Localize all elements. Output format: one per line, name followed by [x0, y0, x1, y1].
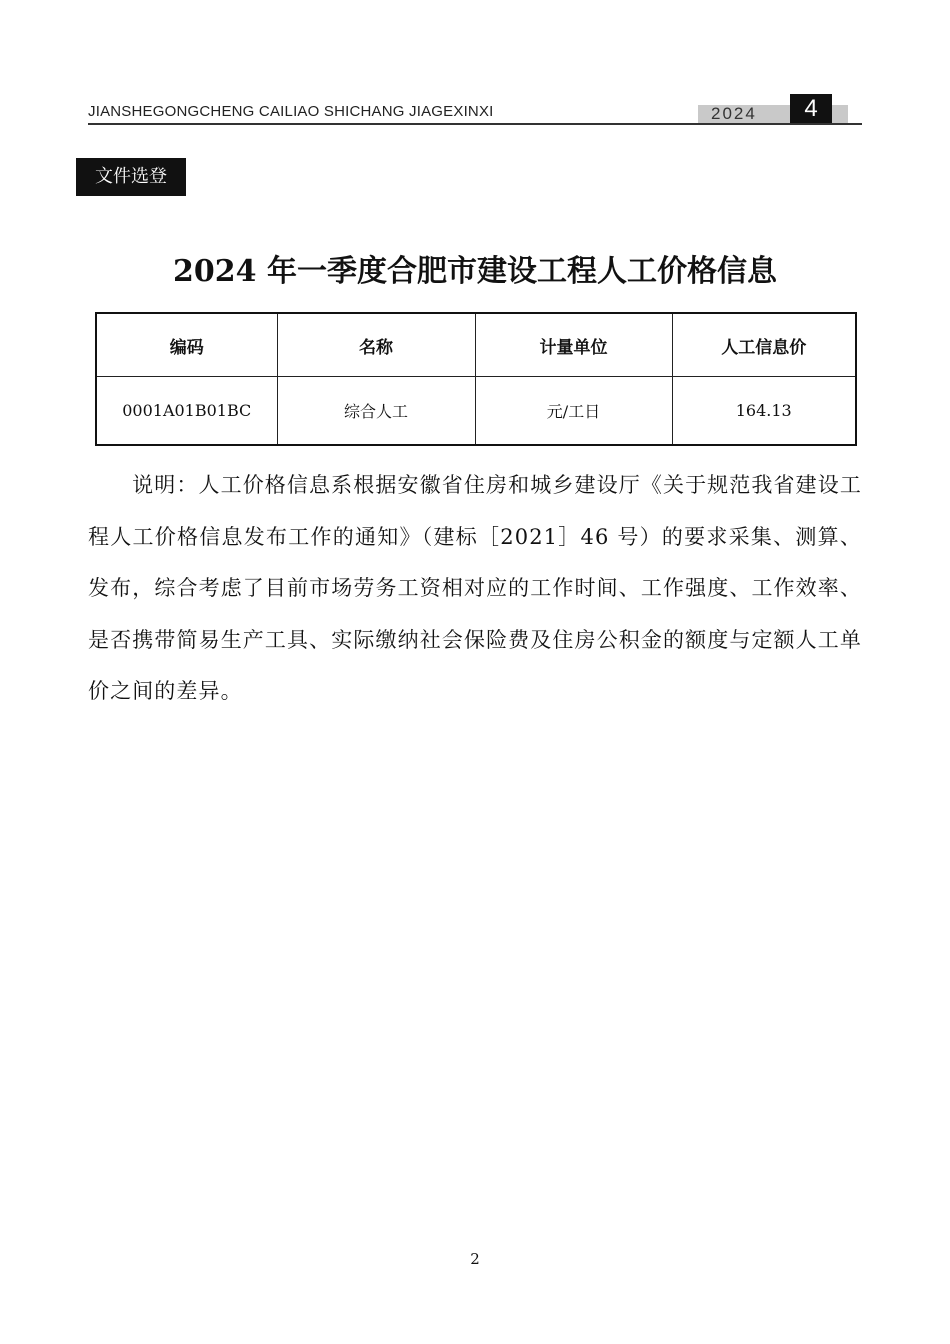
table-header-row: [96, 313, 856, 377]
running-title: JIANSHEGONGCHENG CAILIAO SHICHANG JIAGEXINXI: [88, 103, 494, 120]
explanation-paragraph: 说明：人工价格信息系根据安徽省住房和城乡建设厅《关于规范我省建设工程人工价格信息发布工作的通知》（建标［2021］46 号）的要求采集、测算、发布，综合考虑了目前市场劳务工资相对应的工作时间、工作强度、工作效率、是否携带简易生产工具、实际缴纳社会保险费及住房公积金的额度与定额人工单价之间的差异。: [88, 473, 862, 703]
header-price: 人工信息价: [672, 313, 856, 377]
header-name: 名称: [277, 313, 475, 377]
cell-price: 164.13: [672, 377, 856, 446]
header-unit: 计量单位: [475, 313, 672, 377]
table-row: [96, 377, 856, 446]
cell-unit: 元/工日: [475, 377, 672, 446]
labor-price-table: [95, 312, 857, 446]
header-year: 2024: [711, 104, 757, 123]
page-number: 2: [470, 1250, 480, 1268]
section-tag: 文件选登: [76, 158, 186, 196]
header-rule: [88, 123, 862, 125]
header-issue-number: 4: [790, 94, 832, 123]
document-title: 2024 年一季度合肥市建设工程人工价格信息: [173, 254, 777, 289]
header-code: 编码: [96, 313, 277, 377]
cell-code: 0001A01B01BC: [96, 377, 277, 446]
cell-name: 综合人工: [277, 377, 475, 446]
